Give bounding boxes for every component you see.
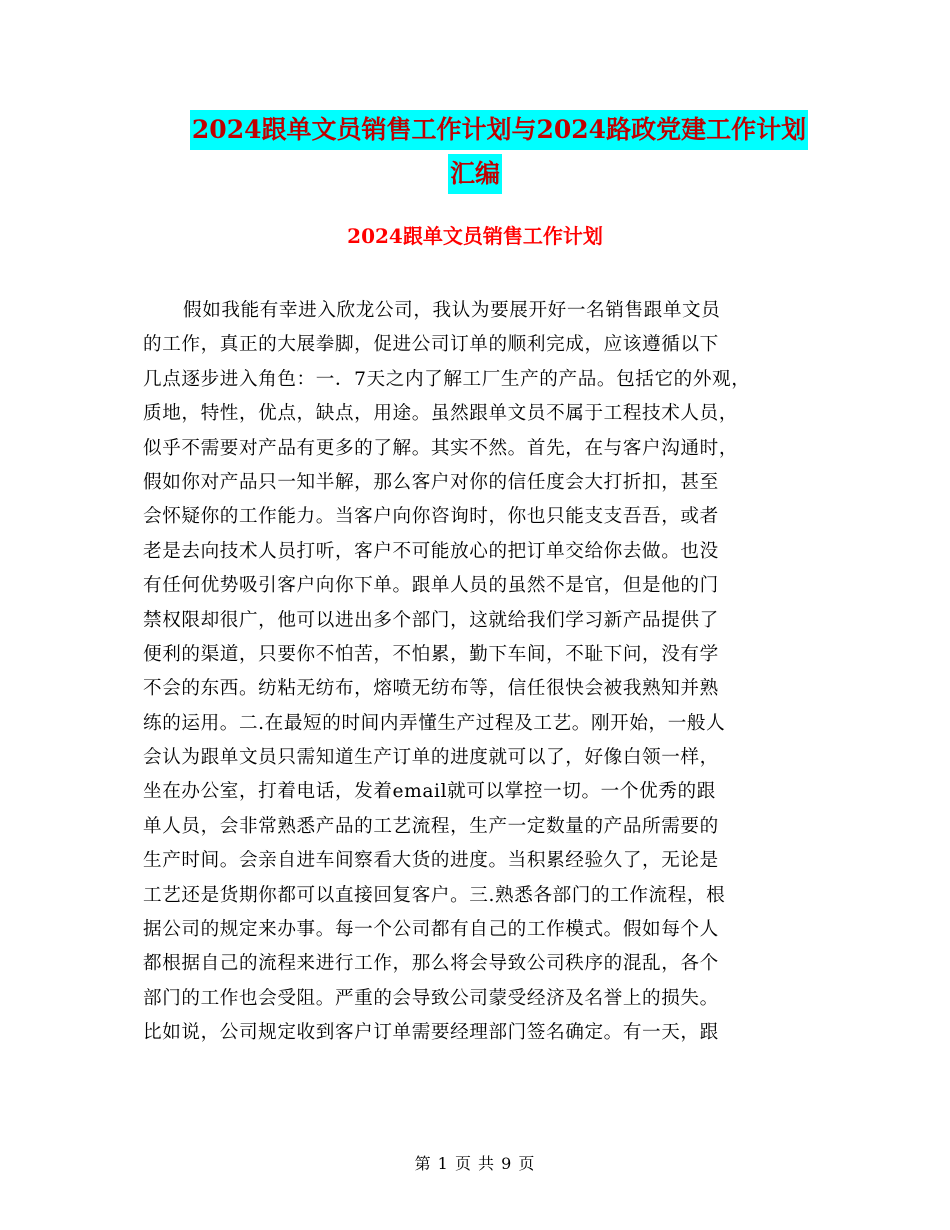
- title-line-1: 2024跟单文员销售工作计划与2024路政党建工作计划: [190, 110, 808, 150]
- body-line: 几点逐步进入角色：一．7天之内了解工厂生产的产品。包括它的外观，: [143, 368, 751, 390]
- body-line: 似乎不需要对产品有更多的了解。其实不然。首先，在与客户沟通时，: [143, 437, 739, 459]
- body-line: 会认为跟单文员只需知道生产订单的进度就可以了，好像白领一样，: [143, 747, 719, 769]
- body-line: 工艺还是货期你都可以直接回复客户。三.熟悉各部门的工作流程，根: [143, 884, 726, 906]
- page-footer: 第 1 页 共 9 页: [414, 1154, 536, 1173]
- body-line: 有任何优势吸引客户向你下单。跟单人员的虽然不是官，但是他的门: [143, 575, 719, 597]
- body-line: 都根据自己的流程来进行工作，那么将会导致公司秩序的混乱，各个: [143, 953, 719, 975]
- body-line: 单人员，会非常熟悉产品的工艺流程，生产一定数量的产品所需要的: [143, 815, 719, 837]
- body-line: 假如你对产品只一知半解，那么客户对你的信任度会大打折扣，甚至: [143, 471, 719, 493]
- body-line: 部门的工作也会受阻。严重的会导致公司蒙受经济及名誉上的损失。: [143, 987, 719, 1009]
- body-line: 练的运用。二.在最短的时间内弄懂生产过程及工艺。刚开始，一般人: [143, 712, 726, 734]
- body-line: 不会的东西。纺粘无纺布，熔喷无纺布等，信任很快会被我熟知并熟: [143, 678, 719, 700]
- title-row-2: [0, 154, 950, 198]
- body-line: 比如说，公司规定收到客户订单需要经理部门签名确定。有一天，跟: [143, 1022, 719, 1044]
- body-line: 坐在办公室，打着电话，发着email就可以掌控一切。一个优秀的跟: [143, 781, 716, 803]
- document-title: [0, 110, 950, 198]
- body-line: 老是去向技术人员打听，客户不可能放心的把订单交给你去做。也没: [143, 540, 719, 562]
- body-line: 的工作，真正的大展拳脚，促进公司订单的顺利完成，应该遵循以下: [143, 334, 719, 356]
- body-line: 假如我能有幸进入欣龙公司，我认为要展开好一名销售跟单文员: [183, 300, 721, 321]
- body-line: 质地，特性，优点，缺点，用途。虽然跟单文员不属于工程技术人员，: [143, 403, 739, 425]
- body-paragraph: [143, 294, 803, 1051]
- body-line: 生产时间。会亲自进车间察看大货的进度。当积累经验久了，无论是: [143, 850, 719, 872]
- body-line: 禁权限却很广，他可以进出多个部门，这就给我们学习新产品提供了: [143, 609, 719, 631]
- title-line-2: 汇编: [448, 154, 502, 194]
- title-row-1: [0, 110, 950, 154]
- body-line: 便利的渠道，只要你不怕苦，不怕累，勤下车间，不耻下问，没有学: [143, 643, 719, 665]
- body-line: 会怀疑你的工作能力。当客户向你咨询时，你也只能支支吾吾，或者: [143, 506, 719, 528]
- section-heading: 2024跟单文员销售工作计划: [347, 224, 603, 248]
- body-line: 据公司的规定来办事。每一个公司都有自己的工作模式。假如每个人: [143, 919, 719, 941]
